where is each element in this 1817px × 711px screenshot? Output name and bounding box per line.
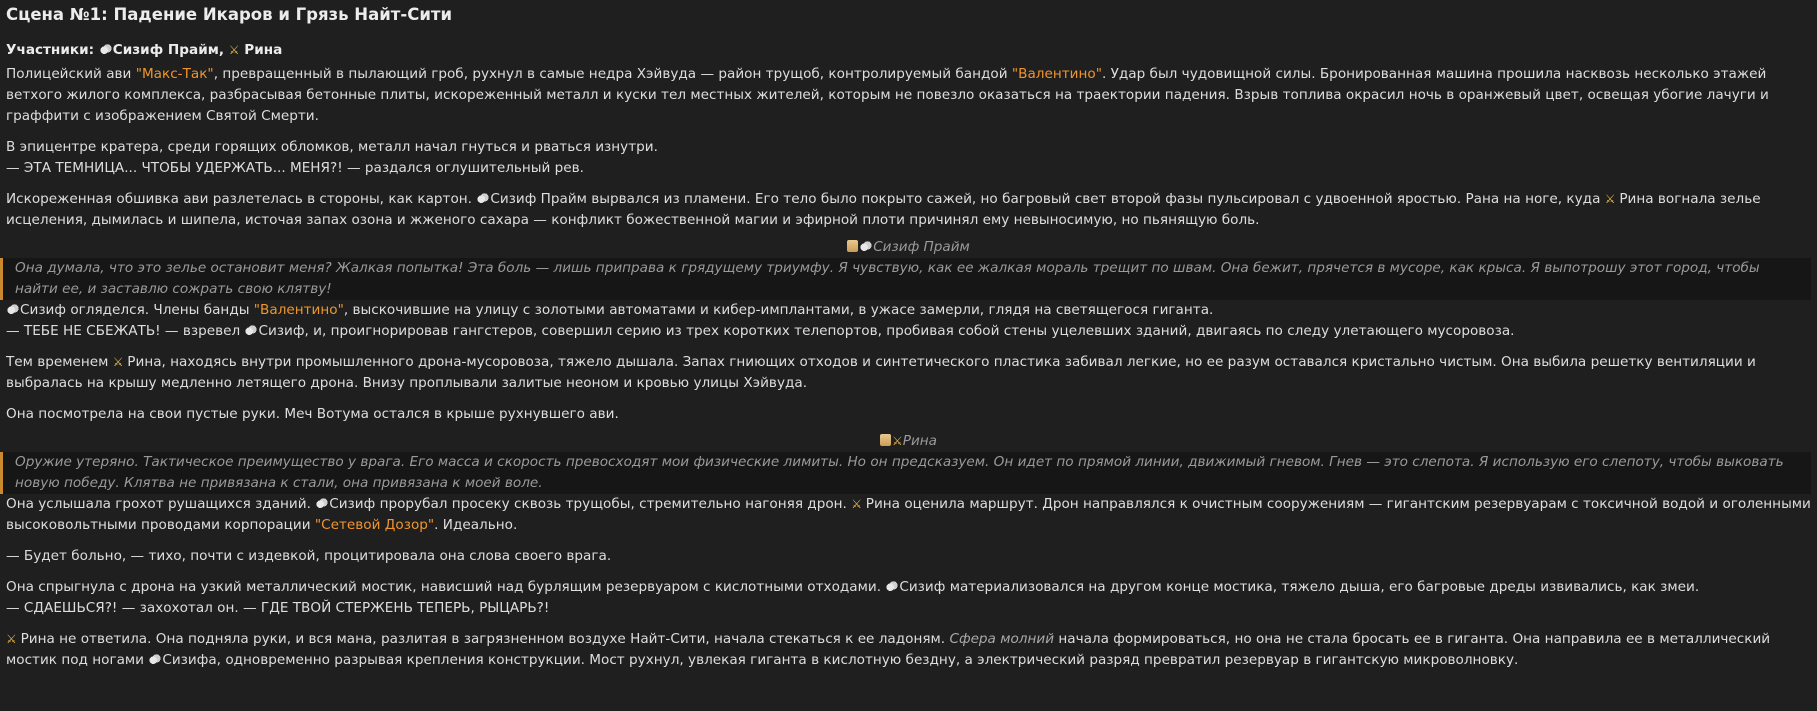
text: — СДАЕШЬСЯ?! — захохотал он. — ГДЕ ТВОЙ СТЕРЖЕНЬ ТЕПЕРЬ, РЫЦАРЬ?! xyxy=(6,600,550,616)
speaker-sizif xyxy=(6,237,1811,258)
cloud-icon xyxy=(885,580,898,592)
text: Рина вогнала зелье исцеления, дымилась и шипела, источая запах озона и жженого сахара — конфликт божественной магии и эфирной плоти причинял ему невыносимую, но пьянящую боль. xyxy=(6,191,1761,228)
text: — ТЕБЕ НЕ СБЕЖАТЬ! — взревел xyxy=(6,323,245,339)
paragraph-2 xyxy=(6,137,1811,179)
text: — ЭТА ТЕМНИЦА... ЧТОБЫ УДЕРЖАТЬ... МЕНЯ?! — раздался оглушительный рев. xyxy=(6,160,584,176)
cloud-icon xyxy=(859,240,872,252)
text: , выскочившие на улицу с золотыми автоматами и кибер-имплантами, в ужасе замерли, глядя на светящегося гиганта. xyxy=(343,302,1214,318)
cloud-icon xyxy=(315,497,328,509)
highlight-setevoy-dozor: "Сетевой Дозор" xyxy=(314,517,435,533)
text: , превращенный в пылающий гроб, рухнул в самые недра Хэйвуда — район трущоб, контролируемый бандой xyxy=(213,66,1012,82)
crossed-swords-icon: ⚔ xyxy=(851,497,866,511)
paragraph-8: — Будет больно, — тихо, почти с издевкой, процитировала она слова своего врага. xyxy=(6,548,612,564)
paragraph-4 xyxy=(6,300,1811,321)
text: Рина не ответила. Она подняла руки, и вся мана, разлитая в загрязненном воздухе Найт-Сити, начала стекаться к ее ладоням. xyxy=(20,631,950,647)
spell-name: Сфера молний xyxy=(949,631,1055,647)
participants-label: Участники: xyxy=(6,42,95,58)
crossed-swords-icon: ⚔ xyxy=(6,632,21,646)
participant-sizif: Сизиф Прайм xyxy=(112,42,219,58)
text: Рина оценила маршрут. Дрон направлялся к очистным сооружениям — гигантским резервуарам с токсичной водой и оголенными высоковольтными проводами корпорации xyxy=(6,496,1811,533)
text: начала формироваться, но она не стала бросать ее в гиганта. Она направила ее в металлический мостик под ногами xyxy=(6,631,1771,668)
text: . Идеально. xyxy=(434,517,518,533)
crossed-swords-icon: ⚔ xyxy=(891,434,903,448)
text: Рина, находясь внутри промышленного дрона-мусоровоза, тяжело дышала. Запах гниющих отходов и синтетического пластика забивал легкие, но ее разум оставался кристально чистым. Она выбила решетку вентиляции и выбралась на крышу медленно летящего дрона. Внизу проплывали залитые неоном и кровью улицы Хэйвуда. xyxy=(6,354,1756,391)
thought-quote-rina: Оружие утеряно. Тактическое преимущество у врага. Его масса и скорость превосходят мои физические лимиты. Но он предсказуем. Он идет по прямой линии, движимый гневом. Гнев — это слепота. Я использую его слепоту, чтобы выковать новую победу. Клятва не привязана к стали, она привязана к моей воле. xyxy=(0,452,1811,494)
crossed-swords-icon: ⚔ xyxy=(228,43,240,57)
text: . Удар был чудовищной силы. Бронированная машина прошила насквозь несколько этажей ветхого жилого комплекса, разбрасывая бетонные плиты, искореженный металл и куски тел местных жителей, которым не повезло оказаться на траектории падения. Взрыв топлива окрасил ночь в оранжевый цвет, освещая убогие лачуги и граффити с изображением Святой Смерти. xyxy=(6,66,1769,124)
speaker-name: Рина xyxy=(902,433,937,449)
text: Сизиф материализовался на другом конце мостика, тяжело дыша, его багровые дреды извивались, как змеи. xyxy=(899,579,1700,595)
participants-line: Участники: Сизиф Прайм, ⚔ Рина xyxy=(6,42,283,58)
text: Она спрыгнула с дрона на узкий металлический мостик, нависший над бурлящим резервуаром с кислотными отходами. xyxy=(6,579,886,595)
text: Сизиф прорубал просеку сквозь трущобы, стремительно нагоняя дрон. xyxy=(329,496,852,512)
text: В эпицентре кратера, среди горящих обломков, металл начал гнуться и рваться изнутри. xyxy=(6,139,658,155)
text: Сизифа, одновременно разрывая крепления конструкции. Мост рухнул, увлекая гиганта в кислотную бездну, а электрический разряд превратил резервуар в гигантскую микроволновку. xyxy=(162,652,1519,668)
speaker-name: Сизиф Прайм xyxy=(873,239,970,255)
paragraph-5 xyxy=(6,352,1811,394)
scroll-icon xyxy=(880,434,891,446)
paragraph-4b xyxy=(6,321,1811,342)
highlight-valentino: "Валентино" xyxy=(253,302,344,318)
scene-title: Сцена №1: Падение Икаров и Грязь Найт-Сити xyxy=(6,5,453,24)
thought-quote-sizif: Она думала, что это зелье остановит меня? Жалкая попытка! Эта боль — лишь приправа к грядущему триумфу. Я чувствую, как ее жалкая мораль трещит по швам. Она бежит, прячется в мусоре, как крыса. Я выпотрошу этот город, чтобы найти ее, и заставлю сожрать свою клятву! xyxy=(0,258,1811,300)
highlight-valentino: "Валентино" xyxy=(1011,66,1102,82)
cloud-icon xyxy=(99,43,112,55)
cloud-icon xyxy=(148,653,161,665)
text: Сизиф Прайм вырвался из пламени. Его тело было покрыто сажей, но багровый свет второй фазы пульсировал с удвоенной яростью. Рана на ноге, куда xyxy=(490,191,1605,207)
cloud-icon xyxy=(244,324,257,336)
crossed-swords-icon: ⚔ xyxy=(112,355,128,369)
participant-rina: Рина xyxy=(244,42,283,58)
paragraph-6: Она посмотрела на свои пустые руки. Меч Вотума остался в крыше рухнувшего ави. xyxy=(6,406,619,422)
text: Тем временем xyxy=(6,354,113,370)
cloud-icon xyxy=(476,192,489,204)
crossed-swords-icon: ⚔ xyxy=(1604,192,1620,206)
text: Сизиф, и, проигнорировав гангстеров, совершил серию из трех коротких телепортов, пробивая собой стены уцелевших зданий, двигаясь по следу улетающего мусоровоза. xyxy=(258,323,1515,339)
text: Искореженная обшивка ави разлетелась в стороны, как картон. xyxy=(6,191,477,207)
paragraph-9 xyxy=(6,577,1811,619)
paragraph-1 xyxy=(6,64,1811,127)
paragraph-7 xyxy=(6,494,1811,536)
cloud-icon xyxy=(6,303,19,315)
speaker-rina xyxy=(6,431,1811,452)
paragraph-3 xyxy=(6,189,1811,231)
highlight-maks-tak: "Макс-Так" xyxy=(135,66,214,82)
paragraph-10 xyxy=(6,629,1811,671)
text: Полицейский ави xyxy=(6,66,136,82)
text: Сизиф огляделся. Члены банды xyxy=(20,302,254,318)
scroll-icon xyxy=(847,240,858,252)
text: Она услышала грохот рушащихся зданий. xyxy=(6,496,316,512)
